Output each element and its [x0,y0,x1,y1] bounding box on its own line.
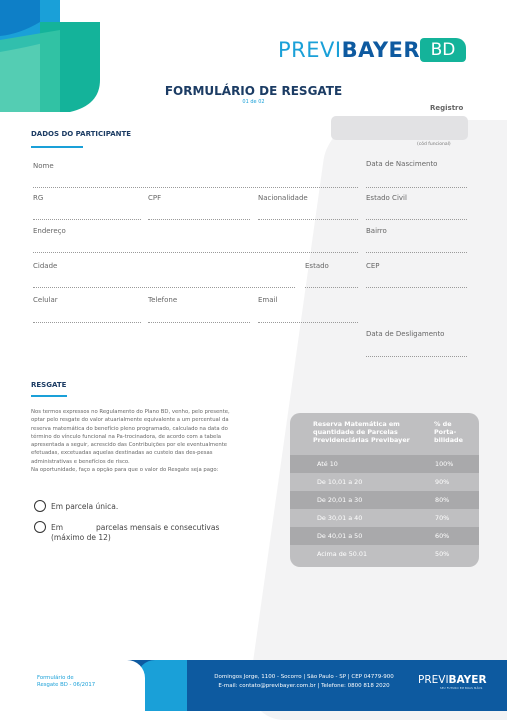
table-row [290,455,479,473]
table-row [290,491,479,509]
option-installments-prefix: Em [51,523,64,532]
section-resgate-title: RESGATE [31,381,67,389]
nacionalidade-label: Nacionalidade [258,194,308,202]
option-installments-suffix: parcelas mensais e consecutivas [96,523,220,532]
data-nascimento-label: Data de Nascimento [366,160,438,168]
logo-bold-text: BAYER [341,38,421,62]
page-title: FORMULÁRIO DE RESGATE [164,84,343,98]
footer-contact: E-mail: contato@previbayer.com.br | Telefone: 0800 818 2020 [218,683,390,689]
estado-label: Estado [305,262,329,270]
logo-light-text: PREVI [278,38,342,62]
bairro-label: Bairro [366,227,387,235]
cpf-label: CPF [148,194,162,202]
endereco-label: Endereço [33,227,66,235]
footer-form-name [37,675,95,689]
footer-form-line: Formulário de [37,675,74,681]
cpf-field[interactable] [148,219,250,220]
option-installments-radio[interactable] [34,521,46,533]
brand-logo [278,38,420,62]
nacionalidade-field[interactable] [258,219,358,220]
footer-address-block [188,673,420,691]
table-header-line: Reserva Matemática em [313,420,400,428]
table-cell-pct: 50% [435,550,450,558]
section-underline [31,146,83,148]
table-row [290,473,479,491]
celular-label: Celular [33,296,58,304]
footer-form-line: Resgate BD - 06/2017 [37,682,96,688]
table-row [290,527,479,545]
table-cell-pct: 80% [435,496,450,504]
cidade-label: Cidade [33,262,58,270]
table-cell-pct: 90% [435,478,450,486]
data-desligamento-label: Data de Desligamento [366,330,445,338]
table-header-portabilidade [434,420,463,444]
cod-funcional-note: (cód funcional) [417,142,451,147]
section-underline [31,395,67,397]
registro-input[interactable] [331,116,468,140]
paragraph-line: efetuadas, excetuadas aquelas destinadas ao custeio das des-pesas [31,450,213,457]
table-cell-range: Acima de 50.01 [317,550,368,558]
table-cell-range: De 40,01 a 50 [317,532,363,540]
telefone-field[interactable] [148,322,250,323]
endereco-field[interactable] [33,252,358,253]
paragraph-line: Na oportunidade, faço a opção para que o valor do Resgate seja pago: [31,467,219,474]
table-cell-range: De 30,01 a 40 [317,514,363,522]
table-row [290,509,479,527]
estado-civil-label: Estado Civil [366,194,407,202]
table-cell-pct: 60% [435,532,450,540]
table-row [290,545,479,563]
email-field[interactable] [258,322,358,323]
table-cell-pct: 100% [435,460,454,468]
email-label: Email [258,296,278,304]
paragraph-line: administrativas e benefícios de risco. [31,458,130,465]
table-header-line: Porta- [434,428,457,436]
cep-label: CEP [366,262,380,270]
cep-field[interactable] [366,287,467,288]
option-single-payment-radio[interactable] [34,500,46,512]
cidade-field[interactable] [33,287,295,288]
table-header-line: Previdenciárias Previbayer [313,436,410,444]
footer-logo-light: PREVI [418,674,449,686]
table-header-line: bilidade [434,436,463,444]
table-cell-pct: 70% [435,514,450,522]
paragraph-line: término do vínculo funcional na Pa-trocinadora, de acordo com a tabela [31,433,222,440]
table-header-line: % de [434,420,452,428]
resgate-paragraph [31,408,259,474]
rg-field[interactable] [33,219,141,220]
bairro-field[interactable] [366,252,467,253]
footer-logo-bold: BAYER [448,674,487,686]
nome-label: Nome [33,162,54,170]
logo-badge: BD [420,38,466,62]
table-cell-range: De 10,01 a 20 [317,478,363,486]
option-installments-note: (máximo de 12) [51,533,111,542]
paragraph-line: reserva matemática do benefício pleno programado, calculado na data do [31,425,228,432]
data-desligamento-field[interactable] [366,356,467,357]
installments-count-field[interactable] [66,531,94,532]
registro-label: Registro [430,104,464,112]
portability-table [290,413,479,567]
table-header-reserva [313,420,410,444]
data-nascimento-field[interactable] [366,187,467,188]
page-number: 01 de 02 [242,99,265,105]
paragraph-line: optar pelo resgate do valor atuarialmente equivalente a um percentual da [31,417,229,424]
telefone-label: Telefone [148,296,178,304]
footer-tagline: SEU FUTURO EM BOAS MÃOS [440,687,483,690]
footer-logo [418,674,487,686]
celular-field[interactable] [33,322,141,323]
table-header-line: quantidade de Parcelas [313,428,398,436]
nome-field[interactable] [33,187,358,188]
estado-field[interactable] [305,287,358,288]
table-cell-range: De 20,01 a 30 [317,496,363,504]
footer-address: Domingos Jorge, 1100 - Socorro | São Paulo - SP | CEP 04779-900 [214,674,394,680]
paragraph-line: apresentada a seguir, acrescido das Contribuições por ele eventualmente [31,442,228,449]
section-participant-title: DADOS DO PARTICIPANTE [31,130,132,138]
table-cell-range: Até 10 [317,460,338,468]
rg-label: RG [33,194,44,202]
option-single-payment-label: Em parcela única. [51,502,119,511]
paragraph-line: Nos termos expressos no Regulamento do Plano BD, venho, pelo presente, [31,409,230,415]
estado-civil-field[interactable] [366,219,467,220]
